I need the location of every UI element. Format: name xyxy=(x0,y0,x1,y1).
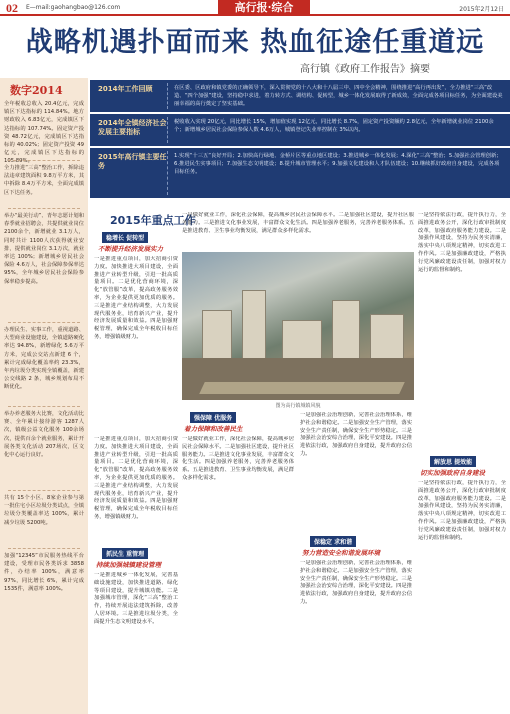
section-body: 一是推进重点项目，加大招商引资力度。加快推进大项目建设，全面推进产业转型升级，引进一批高质量项目。二是优化营商环境，深化“放管服”改革，提高政务服务效率，为企业提供更加优质的服务。三是推进产业结构调整，大力发展现代服务业，培育新兴产业，提升经济发展质量和效益。四是加强财税管理，确保完成全年税收目标任务，增强镇级财力。 xyxy=(94,256,178,340)
section-title: 2015年重点工作 xyxy=(110,214,196,227)
masthead: 高行报·综合 xyxy=(218,0,310,16)
section-body: 一是推进城乡一体化发展，完善基础设施建设，加快推进道路、绿化等项目建设，提升城镇功能。二是加强城市管理，深化“三高”整治工作，持续开展违法建筑拆除，改善人居环境。三是推进垃圾分类，全面提升生态文明建设水平。 xyxy=(94,572,178,625)
sidebar-divider xyxy=(8,160,80,161)
sidebar-item: 举办“最美行动”、青年志愿计划和春季就业招聘会，共提供就业岗位 2100余个，新增就业 3.1万人，同时共计 1100人次获得就业安排，提供就业岗位 3.1万次，就业率达 100%；新增城乡居民社会保险 4.6万人，社会保障参保率达 95%，全年城乡居民社会保险参保率稳步提高。 xyxy=(4,213,84,285)
banner-tag: 2014年工作回顾 xyxy=(98,83,168,109)
section-body: 一是坚持依法行政，提升执行力，全面推进政务公开，深化行政审批制度改革，加强政府服务能力建设。二是加强作风建设，坚持为民务实清廉，落实中央八项规定精神，切实改进工作作风。三是加强廉政建设，严格执行党风廉政建设责任制，加强对权力运行的监督和制约。 xyxy=(418,480,506,541)
sidebar-divider xyxy=(8,548,80,549)
banner-text: 1.实现“十三五”良好开局；2.加快高行绿地、金桥片区等重点地区建设；3.推进城乡一体化发展；4.深化“三高”整治；5.加强社会管理创新；6.推进民生实事项目；7.加强生态文明建设；8.提升城市管理水平；9.加强文化建设和人才队伍建设；10.继续抓好政府自身建设，完成各项目标任务。 xyxy=(174,153,502,175)
section-body: 一是做好就业工作，深化社会保障，提高城乡居民社会保障水平。二是加强社区建设，提升社区服务能力。三是推进文化事业发展，丰富群众文化生活。四是加强养老服务，完善养老服务体系。五是推进教育、卫生事业均衡发展，满足群众多样化需求。 xyxy=(182,436,294,481)
section-subtitle: 着力保障和改善民生 xyxy=(184,425,243,433)
sidebar-divider xyxy=(8,490,80,491)
email-address: E—mail:gaohangbao@126.com xyxy=(26,4,121,11)
section-tag: 强保障 优服务 xyxy=(190,412,236,423)
summary-banner-indicators xyxy=(90,114,510,146)
sidebar-item: 加强“12345”市民服务热线平台建设，受理市民各类诉求 3858件，办结率 100%，满意率 97%，同比增长 6%，累计完成 1535件，满意率 100%。 xyxy=(4,553,84,592)
headline: 战略机遇扑面而来 热血征途任重道远 xyxy=(25,27,485,58)
banner-text: 在区委、区政府和镇党委的正确领导下，深入贯彻党的十八大和十八届三中、四中全会精神，围绕推进“高行再出发”，全力推进“三高”改造、“四个加强”建设，坚持稳中求进，着力转方式、调结构、促转型，城乡一体化发展取得了新成效，全面完成各项目标任务，为全面建设美丽幸福的高行奠定了坚实基础。 xyxy=(174,85,503,107)
issue-date: 2015年2月12日 xyxy=(459,6,504,13)
section-tag: 保稳定 求和谐 xyxy=(310,536,356,547)
section-tag: 抓民生 重管理 xyxy=(102,548,148,559)
photo-building xyxy=(332,300,360,360)
photo-road xyxy=(199,382,405,394)
section-subtitle: 持续加强城镇建设管理 xyxy=(96,561,161,569)
section-body: 一是推进重点项目，加大招商引资力度。加快推进大项目建设，全面推进产业转型升级，引进一批高质量项目。二是优化营商环境，深化“放管服”改革，提高政务服务效率，为企业提供更加优质的服务。三是推进产业结构调整，大力发展现代服务业，培育新兴产业，提升经济发展质量和效益。四是加强财税管理，确保完成全年税收目标任务，增强镇级财力。 xyxy=(94,436,178,520)
section-tag: 解放思 提效能 xyxy=(430,456,476,467)
sidebar-item: 全年税收总收入 20.4亿元，完成镇区下达指标的 114.84%。地方财政收入 6.83亿元，完成镇区下达指标的 107.74%。固定资产投资 48.72亿元，完成镇区下达指标的 40.02%；固定资产投资 49亿元，完成镇区下达指标的 105.89%。 xyxy=(4,101,84,165)
sidebar-item: 全力推进“三高”整治工作，拆除违法违章建筑面积 9.8万平方米，其中拆除 8.4万平方米，全面完成镇区下达任务。 xyxy=(4,165,84,196)
photo-building xyxy=(242,290,266,360)
section-body: 一是做好就业工作，深化社会保障，提高城乡居民社会保障水平。二是加强社区建设，提升社区服务能力。三是推进文化事业发展，丰富群众文化生活。四是加强养老服务，完善养老服务体系。五是推进教育、卫生事业均衡发展，满足群众多样化需求。 xyxy=(182,212,414,234)
sidebar-divider xyxy=(8,208,80,209)
photo-caption: 图为高行镇城镇风貌 xyxy=(275,403,321,409)
sidebar-item: 办理民生、实事工作，重视道路、大型商业设施建设，全镇道路硬化率达 94.8%，新增绿化 5.6万平方米，完成公交站点新建 6 个，累计完成绿化覆盖率约 23.3%，年内垃圾分类实现全镇覆盖，新建公交线路 2 条，城乡规划布局不断优化。 xyxy=(4,327,84,391)
sidebar-item: 共有 15个小区、8家企业参与第一批住宅小区垃圾分类试点，全镇垃圾分类覆盖率达 100%，累计减少垃圾 5200吨。 xyxy=(4,495,84,526)
photo-building xyxy=(370,314,404,360)
section-body: 一是加强社会治理创新，完善社会治理体系，维护社会和谐稳定。二是加强安全生产管理，落实安全生产责任制，确保安全生产形势稳定。三是加强社会治安综合治理，深化平安建设。四是推进依法行政，加强政府自身建设，提升政府公信力。 xyxy=(300,412,412,457)
sidebar-divider xyxy=(8,406,80,407)
sidebar-divider xyxy=(8,322,80,323)
section-tag: 稳增长 促转型 xyxy=(102,232,148,243)
subheadline: 高行镇《政府工作报告》摘要 xyxy=(300,64,430,75)
page-number: 02 xyxy=(6,1,18,15)
section-subtitle: 努力营造安全和谐发展环境 xyxy=(302,549,380,557)
section-body: 一是加强社会治理创新，完善社会治理体系，维护社会和谐稳定。二是加强安全生产管理，落实安全生产责任制，确保安全生产形势稳定。三是加强社会治安综合治理，深化平安建设。四是推进依法行政，加强政府自身建设，提升政府公信力。 xyxy=(300,560,412,605)
summary-banner-tasks xyxy=(90,148,510,198)
photo-building xyxy=(282,320,322,360)
section-subtitle: 切实加强政府自身建设 xyxy=(420,469,485,477)
sidebar-item: 举办养老服务大比赛，文化活动比赛、全年累计接待游客 1287人次，镇级公益文化服务 100余场次，提供百余个就业服务，累计开展各类文化活动 207场次，区文化中心运行良好。 xyxy=(4,411,84,459)
banner-tag: 2015年高行镇主要任务 xyxy=(98,151,168,195)
photo-building xyxy=(202,310,232,360)
banner-text: 税收收入实现 20亿元，同比增长 15%，增加值实现 12亿元，同比增长 8.7%，固定资产投资额约 2.8亿元，全年新增就业岗位 2100余个；新增城乡居民社会保险参保人数 4.6万人，城镇登记失业率控制在 3%以内。 xyxy=(174,119,494,133)
town-photo xyxy=(182,252,414,400)
page-header xyxy=(0,0,510,16)
section-body: 一是坚持依法行政，提升执行力，全面推进政务公开，深化行政审批制度改革，加强政府服务能力建设。二是加强作风建设，坚持为民务实清廉，落实中央八项规定精神，切实改进工作作风。三是加强廉政建设，严格执行党风廉政建设责任制，加强对权力运行的监督和制约。 xyxy=(418,212,506,273)
sidebar-title: 数字2014 xyxy=(10,84,63,97)
section-subtitle: 不断提升经济发展实力 xyxy=(98,245,163,253)
banner-tag: 2014年全镇经济社会发展主要指标 xyxy=(98,117,168,143)
summary-banner-review xyxy=(90,80,510,112)
